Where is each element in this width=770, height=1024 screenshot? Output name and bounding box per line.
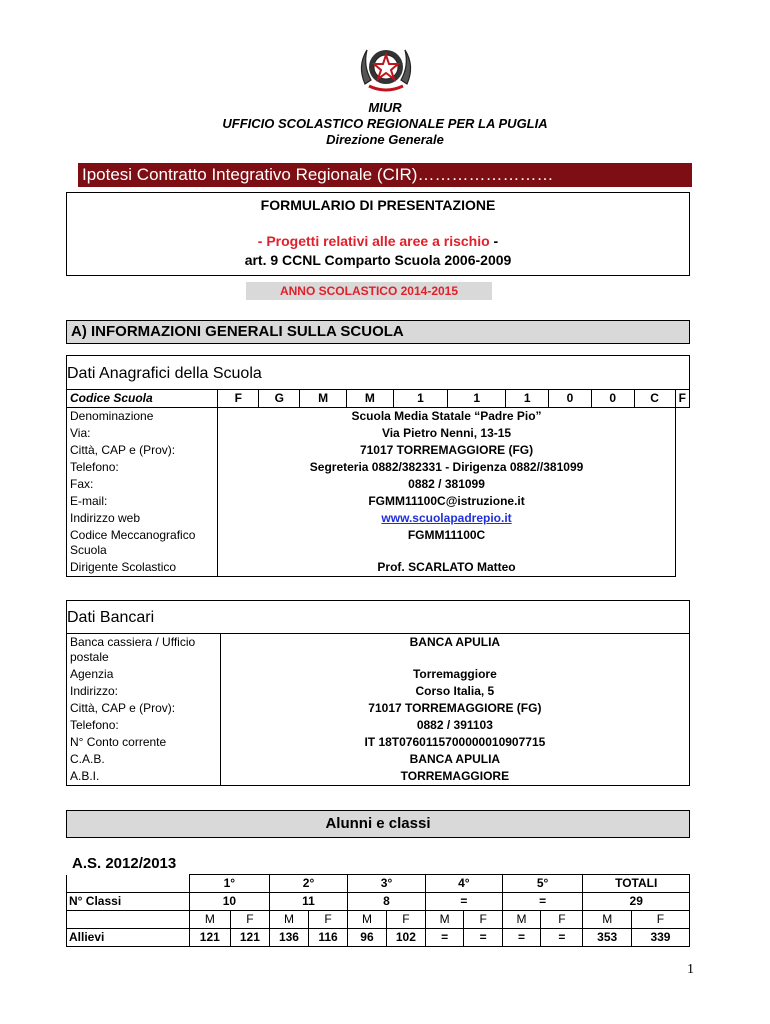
anagrafica-row-label: Telefono: — [67, 459, 218, 476]
alunni-class-header-row — [67, 875, 690, 893]
bancari-row-value: Torremaggiore — [220, 666, 689, 683]
anagrafica-row — [67, 510, 690, 527]
bancari-row — [67, 700, 690, 717]
bancari-row — [67, 734, 690, 751]
bancari-row-label: Città, CAP e (Prov): — [67, 700, 221, 717]
gender-header: M — [269, 911, 308, 929]
gender-header: F — [309, 911, 348, 929]
bancari-row-value: 71017 TORREMAGGIORE (FG) — [220, 700, 689, 717]
classi-value: = — [502, 893, 583, 911]
header-office: UFFICIO SCOLASTICO REGIONALE PER LA PUGLIA — [222, 116, 548, 131]
bancari-row-value: Corso Italia, 5 — [220, 683, 689, 700]
bancari-row — [67, 683, 690, 700]
anagrafica-row — [67, 425, 690, 442]
anagrafica-row-label: Indirizzo web — [67, 510, 218, 527]
anagrafica-row-label: Dirigente Scolastico — [67, 559, 218, 577]
allievi-value: 102 — [386, 929, 425, 947]
form-title: FORMULARIO DI PRESENTAZIONE — [260, 197, 496, 213]
anagrafica-row — [67, 408, 690, 426]
class-header: 1° — [189, 875, 269, 893]
bancari-row — [67, 717, 690, 734]
school-code-char: G — [259, 390, 300, 408]
bancari-row-value: TORREMAGGIORE — [220, 768, 689, 786]
class-header: 2° — [269, 875, 347, 893]
alunni-heading: Alunni e classi — [66, 810, 690, 838]
website-link-text[interactable]: www.scuolapadrepio.it — [381, 511, 512, 525]
header-miur: MIUR — [368, 100, 402, 115]
anagrafica-row-value — [218, 476, 675, 493]
anagrafica-value-text: 0882 / 381099 — [408, 477, 485, 491]
anagrafica-row-value — [218, 493, 675, 510]
classi-value: 11 — [269, 893, 347, 911]
form-projects-line — [67, 233, 689, 249]
school-code-char: C — [634, 390, 675, 408]
bancari-row — [67, 666, 690, 683]
alunni-allievi-row — [67, 929, 690, 947]
anagrafica-heading: Dati Anagrafici della Scuola — [66, 355, 690, 390]
bancari-row-value: IT 18T0760115700000010907715 — [220, 734, 689, 751]
school-code-char: M — [300, 390, 347, 408]
classi-label: N° Classi — [67, 893, 190, 911]
page-number: 1 — [687, 962, 694, 977]
anagrafica-value-text: Prof. SCARLATO Matteo — [377, 560, 516, 574]
bancari-row-label: Telefono: — [67, 717, 221, 734]
alunni-empty-cell — [67, 911, 190, 929]
allievi-value: 339 — [631, 929, 689, 947]
class-header: TOTALI — [583, 875, 690, 893]
anagrafica-value-text: FGMM11100C@istruzione.it — [368, 494, 525, 508]
gender-header: M — [425, 911, 464, 929]
gender-header: M — [348, 911, 387, 929]
form-box — [66, 192, 690, 276]
gender-header: F — [386, 911, 425, 929]
alunni-classi-row — [67, 893, 690, 911]
allievi-value: 96 — [348, 929, 387, 947]
anagrafica-row — [67, 442, 690, 459]
gender-header: F — [541, 911, 583, 929]
allievi-label: Allievi — [67, 929, 190, 947]
bancari-row-label: C.A.B. — [67, 751, 221, 768]
italian-republic-emblem-icon — [355, 40, 417, 98]
form-article: art. 9 CCNL Comparto Scuola 2006-2009 — [244, 252, 512, 268]
school-code-label: Codice Scuola — [67, 390, 218, 408]
school-code-char: 1 — [393, 390, 447, 408]
form-projects-dash: - — [489, 233, 499, 249]
gender-header: F — [230, 911, 269, 929]
bancari-row-label: A.B.I. — [67, 768, 221, 786]
anagrafica-row — [67, 476, 690, 493]
anagrafica-value-text: Scuola Media Statale “Padre Pio” — [351, 409, 542, 423]
bancari-row-value: 0882 / 391103 — [220, 717, 689, 734]
allievi-value: 353 — [583, 929, 632, 947]
alunni-empty-cell — [67, 875, 190, 893]
classi-value: 10 — [189, 893, 269, 911]
classi-value: 8 — [348, 893, 426, 911]
website-link[interactable] — [218, 510, 675, 527]
anagrafica-row-label: Denominazione — [67, 408, 218, 426]
classi-value: = — [425, 893, 502, 911]
allievi-value: = — [425, 929, 464, 947]
anagrafica-row — [67, 493, 690, 510]
allievi-value: 136 — [269, 929, 308, 947]
gender-header: M — [583, 911, 632, 929]
form-projects-text: - Progetti relativi alle aree a rischio — [257, 233, 490, 249]
school-code-char: M — [347, 390, 394, 408]
bancari-row-label: Agenzia — [67, 666, 221, 683]
alunni-mf-row — [67, 911, 690, 929]
allievi-value: = — [502, 929, 541, 947]
bancari-table — [66, 633, 690, 786]
bancari-row — [67, 634, 690, 667]
school-code-char: 0 — [549, 390, 592, 408]
allievi-value: 116 — [309, 929, 348, 947]
cir-banner: Ipotesi Contratto Integrativo Regionale (CIR)…………………… — [78, 163, 692, 187]
bancari-row — [67, 751, 690, 768]
anagrafica-row-value — [218, 408, 675, 426]
bancari-row — [67, 768, 690, 786]
anagrafica-row-label: E-mail: — [67, 493, 218, 510]
school-code-char: 1 — [506, 390, 549, 408]
allievi-value: = — [464, 929, 502, 947]
class-header: 3° — [348, 875, 426, 893]
anagrafica-row — [67, 459, 690, 476]
gender-header: M — [189, 911, 230, 929]
anagrafica-row-label: Città, CAP e (Prov): — [67, 442, 218, 459]
anagrafica-value-text: FGMM11100C — [407, 528, 486, 542]
bancari-row-label: Banca cassiera / Ufficio postale — [67, 634, 221, 667]
school-code-char: 1 — [448, 390, 506, 408]
anagrafica-row — [67, 527, 690, 559]
classi-value: 29 — [583, 893, 690, 911]
bancari-heading: Dati Bancari — [66, 600, 690, 634]
anagrafica-row — [67, 559, 690, 577]
anagrafica-row-value — [218, 459, 675, 476]
school-code-char: 0 — [591, 390, 634, 408]
bancari-row-label: N° Conto corrente — [67, 734, 221, 751]
bancari-row-label: Indirizzo: — [67, 683, 221, 700]
anagrafica-row-label: Via: — [67, 425, 218, 442]
school-year-label: ANNO SCOLASTICO 2014-2015 — [246, 282, 492, 300]
gender-header: F — [631, 911, 689, 929]
anagrafica-row-value — [218, 527, 675, 559]
allievi-value: 121 — [189, 929, 230, 947]
class-header: 4° — [425, 875, 502, 893]
allievi-value: = — [541, 929, 583, 947]
header-direction: Direzione Generale — [326, 132, 444, 147]
anagrafica-row-label: Codice Meccanografico Scuola — [67, 527, 218, 559]
school-year-2012-label: A.S. 2012/2013 — [72, 855, 177, 872]
section-a-title: A) INFORMAZIONI GENERALI SULLA SCUOLA — [66, 320, 690, 344]
school-code-row — [67, 390, 690, 408]
bancari-row-value: BANCA APULIA — [220, 634, 689, 667]
class-header: 5° — [502, 875, 583, 893]
gender-header: M — [502, 911, 541, 929]
school-code-char: F — [218, 390, 259, 408]
anagrafica-value-text: Via Pietro Nenni, 13-15 — [381, 426, 512, 440]
gender-header: F — [464, 911, 502, 929]
anagrafica-table — [66, 389, 690, 577]
allievi-value: 121 — [230, 929, 269, 947]
anagrafica-value-text: Segreteria 0882/382331 - Dirigenza 0882//381099 — [309, 460, 584, 474]
bancari-row-value: BANCA APULIA — [220, 751, 689, 768]
anagrafica-row-label: Fax: — [67, 476, 218, 493]
anagrafica-row-value — [218, 559, 675, 577]
anagrafica-row-value — [218, 442, 675, 459]
school-code-char: F — [675, 390, 689, 408]
anagrafica-row-value — [218, 425, 675, 442]
anagrafica-value-text: 71017 TORREMAGGIORE (FG) — [359, 443, 534, 457]
alunni-table — [66, 874, 690, 947]
